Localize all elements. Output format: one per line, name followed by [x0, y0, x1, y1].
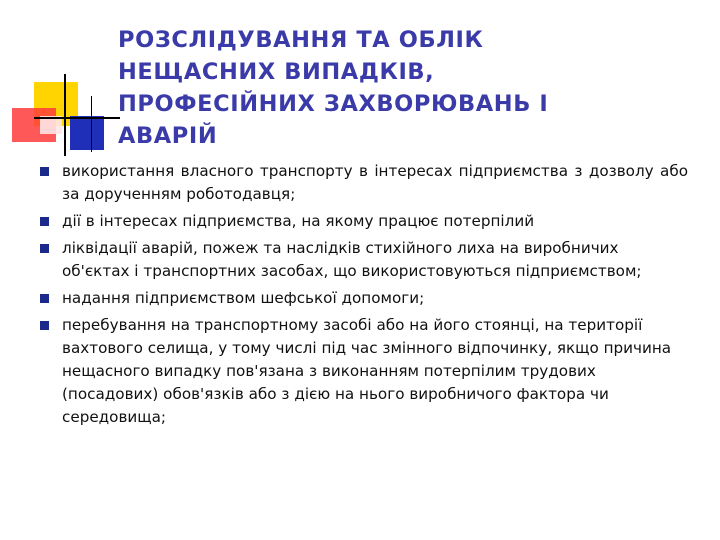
bullet-list: [40, 160, 688, 433]
vertical-line: [64, 74, 66, 156]
square-bullet-icon: [40, 217, 49, 226]
bullet-text: перебування на транспортному засобі або на його стоянці, на території вахтового селища, у тому числі під час змінного відпочинку, якщо причина нещасного випадку пов'язана з виконанням потерпілим трудових (посадових) обов'язків або з дією на нього виробничого фактора чи середовища;: [62, 316, 672, 426]
square-bullet-icon: [40, 294, 49, 303]
pink-square: [40, 116, 62, 134]
red-square: [12, 108, 56, 142]
bullet-item: [40, 237, 688, 283]
bullet-text: використання власного транспорту в інтересах підприємства з дозволу або за дорученням роботодавця;: [62, 162, 688, 203]
blue-square: [70, 116, 104, 150]
bullet-text: ліквідації аварій, пожеж та наслідків стихійного лиха на виробничих об'єктах і транспортних засобах, що використовуються підприємством;: [62, 239, 642, 280]
square-bullet-icon: [40, 321, 49, 330]
square-bullet-icon: [40, 244, 49, 253]
bullet-text: дії в інтересах підприємства, на якому працює потерпілий: [62, 212, 535, 230]
horizontal-line: [34, 117, 120, 119]
bullet-text: надання підприємством шефської допомоги;: [62, 289, 425, 307]
bullet-item: [40, 314, 688, 429]
bullet-item: [40, 210, 688, 233]
vertical-line-thin: [91, 96, 92, 152]
slide-title: РОЗСЛІДУВАННЯ ТА ОБЛІК НЕЩАСНИХ ВИПАДКІВ, ПРОФЕСІЙНИХ ЗАХВОРЮВАНЬ І АВАРІЙ: [118, 27, 549, 149]
square-bullet-icon: [40, 167, 49, 176]
bullet-item: [40, 287, 688, 310]
yellow-square: [34, 82, 78, 126]
bullet-item: [40, 160, 688, 206]
